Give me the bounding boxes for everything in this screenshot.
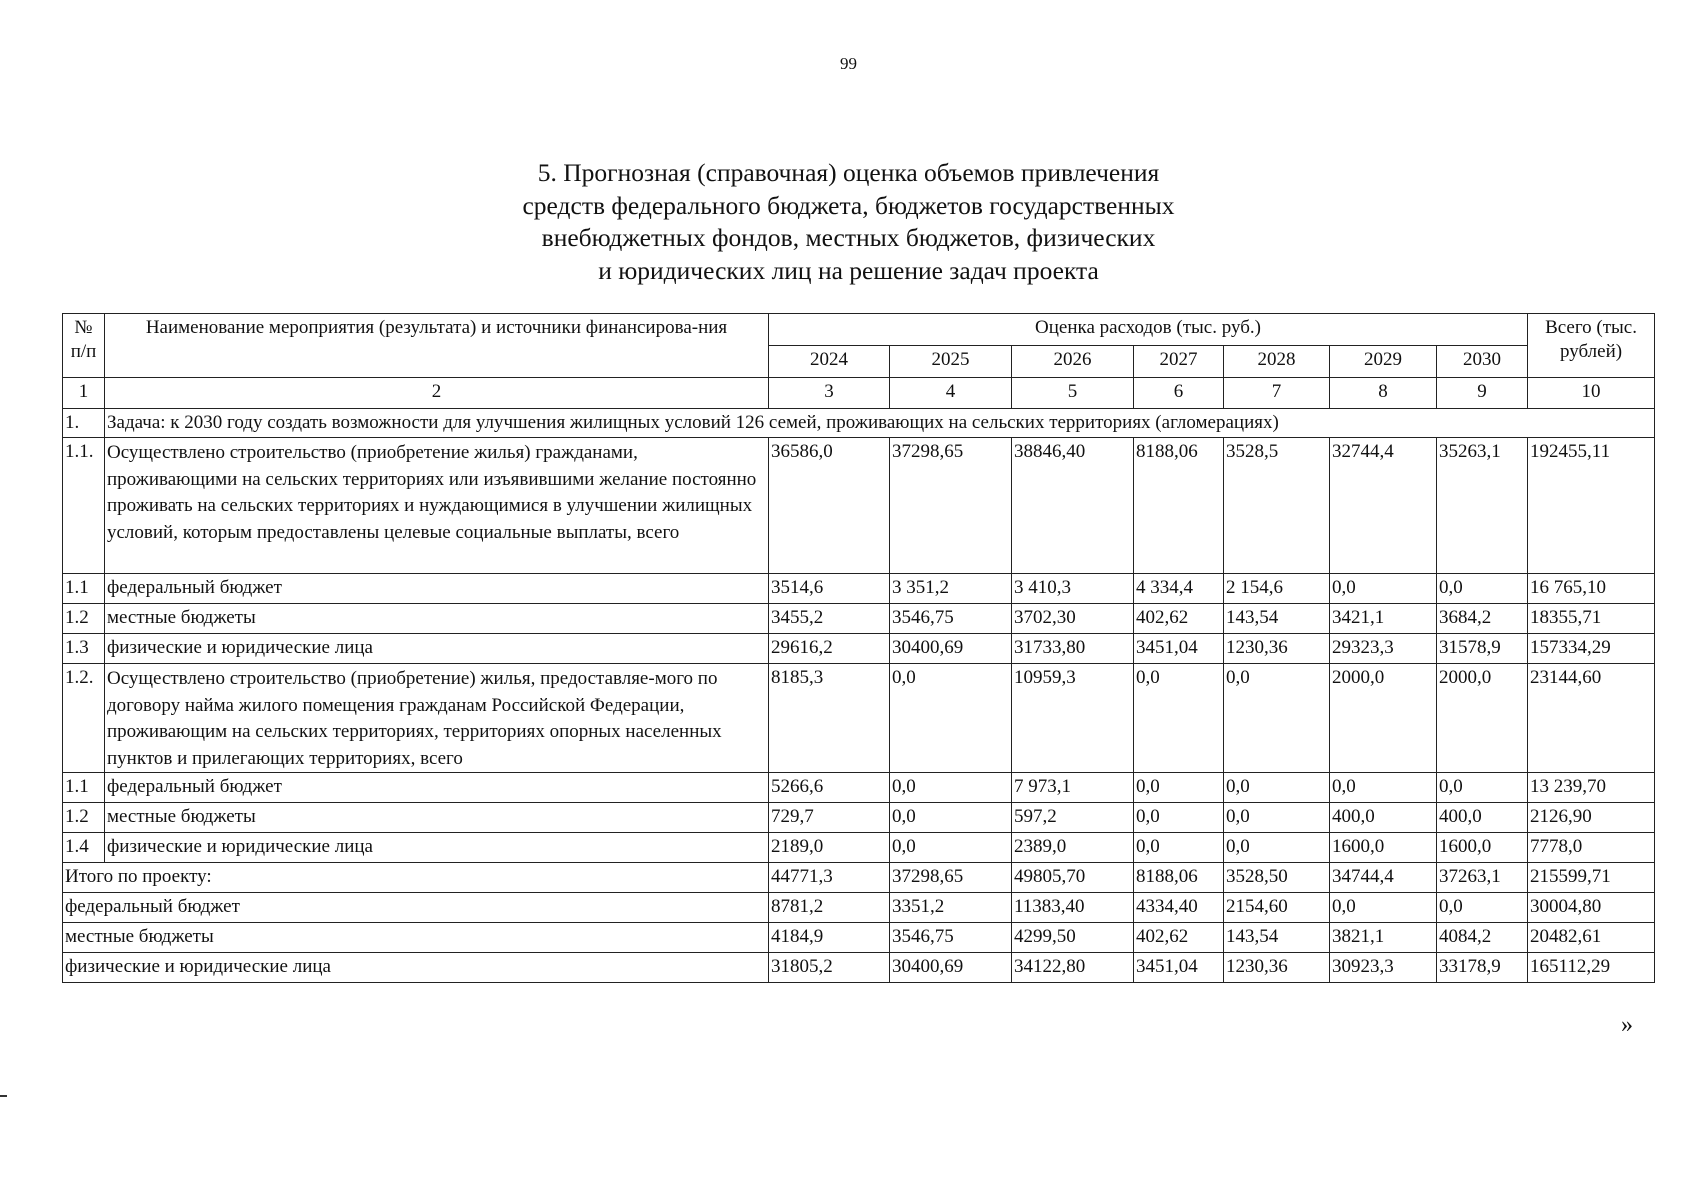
total-value: 34744,4 [1330, 863, 1437, 893]
col-number: 2 [105, 378, 769, 409]
table-row [63, 773, 1655, 803]
row-value: 2000,0 [1437, 664, 1528, 773]
title-line: 5. Прогнозная (справочная) оценка объемов привлечения [537, 158, 1160, 187]
row-value: 4 334,4 [1134, 574, 1224, 604]
total-value: 3546,75 [890, 923, 1012, 953]
total-value: 0,0 [1330, 893, 1437, 923]
row-value: 0,0 [890, 664, 1012, 773]
row-value: 7 973,1 [1012, 773, 1134, 803]
row-value: 3702,30 [1012, 604, 1134, 634]
row-value: 36586,0 [769, 438, 890, 574]
total-name: Итого по проекту: [63, 863, 769, 893]
total-value: 3528,50 [1224, 863, 1330, 893]
table-row [63, 438, 1655, 574]
total-value: 215599,71 [1528, 863, 1655, 893]
row-value: 2126,90 [1528, 803, 1655, 833]
col-number: 4 [890, 378, 1012, 409]
year-header: 2026 [1012, 346, 1134, 378]
row-value: 0,0 [1134, 664, 1224, 773]
row-number: 1.2. [63, 664, 105, 773]
row-value: 3514,6 [769, 574, 890, 604]
row-value: 3546,75 [890, 604, 1012, 634]
table-row [63, 833, 1655, 863]
row-value: 3421,1 [1330, 604, 1437, 634]
row-number: 1.2 [63, 803, 105, 833]
row-value: 8188,06 [1134, 438, 1224, 574]
total-value: 3821,1 [1330, 923, 1437, 953]
row-value: 0,0 [890, 773, 1012, 803]
total-value: 4334,40 [1134, 893, 1224, 923]
total-value: 165112,29 [1528, 953, 1655, 983]
row-value: 597,2 [1012, 803, 1134, 833]
row-value: 29323,3 [1330, 634, 1437, 664]
total-value: 4299,50 [1012, 923, 1134, 953]
row-value: 37298,65 [890, 438, 1012, 574]
row-value: 2389,0 [1012, 833, 1134, 863]
row-value: 18355,71 [1528, 604, 1655, 634]
row-value: 2000,0 [1330, 664, 1437, 773]
total-value: 1230,36 [1224, 953, 1330, 983]
col-number: 6 [1134, 378, 1224, 409]
header-total: Всего (тыс. рублей) [1528, 314, 1655, 378]
row-value: 400,0 [1330, 803, 1437, 833]
table-row [63, 803, 1655, 833]
row-value: 0,0 [1224, 664, 1330, 773]
header-estimate: Оценка расходов (тыс. руб.) [769, 314, 1528, 346]
total-value: 37263,1 [1437, 863, 1528, 893]
year-header: 2030 [1437, 346, 1528, 378]
row-value: 30400,69 [890, 634, 1012, 664]
table-row [63, 604, 1655, 634]
row-value: 7778,0 [1528, 833, 1655, 863]
closing-quote-mark: » [1621, 1012, 1633, 1038]
row-value: 32744,4 [1330, 438, 1437, 574]
col-number: 8 [1330, 378, 1437, 409]
col-number: 1 [63, 378, 105, 409]
row-value: 29616,2 [769, 634, 890, 664]
row-number: 1.1 [63, 574, 105, 604]
row-name: федеральный бюджет [105, 574, 769, 604]
row-name: местные бюджеты [105, 604, 769, 634]
header-num: № п/п [63, 314, 105, 378]
row-value: 3 410,3 [1012, 574, 1134, 604]
row-value: 400,0 [1437, 803, 1528, 833]
row-name: местные бюджеты [105, 803, 769, 833]
row-value: 3451,04 [1134, 634, 1224, 664]
table-row [63, 634, 1655, 664]
row-value: 0,0 [1330, 574, 1437, 604]
total-row [63, 893, 1655, 923]
total-value: 44771,3 [769, 863, 890, 893]
row-number: 1.4 [63, 833, 105, 863]
row-value: 31578,9 [1437, 634, 1528, 664]
row-value: 402,62 [1134, 604, 1224, 634]
row-value: 35263,1 [1437, 438, 1528, 574]
row-value: 38846,40 [1012, 438, 1134, 574]
row-value: 729,7 [769, 803, 890, 833]
row-value: 0,0 [1224, 803, 1330, 833]
total-value: 20482,61 [1528, 923, 1655, 953]
total-value: 2154,60 [1224, 893, 1330, 923]
total-value: 30923,3 [1330, 953, 1437, 983]
row-value: 0,0 [1224, 773, 1330, 803]
row-value: 3 351,2 [890, 574, 1012, 604]
total-value: 0,0 [1437, 893, 1528, 923]
task-num: 1. [63, 409, 105, 438]
row-value: 192455,11 [1528, 438, 1655, 574]
row-value: 5266,6 [769, 773, 890, 803]
row-number: 1.3 [63, 634, 105, 664]
total-row [63, 863, 1655, 893]
row-value: 31733,80 [1012, 634, 1134, 664]
total-value: 143,54 [1224, 923, 1330, 953]
row-value: 3684,2 [1437, 604, 1528, 634]
row-value: 0,0 [890, 803, 1012, 833]
row-value: 143,54 [1224, 604, 1330, 634]
total-value: 3351,2 [890, 893, 1012, 923]
row-name: Осуществлено строительство (приобретение жилья) гражданами, проживающими на сельских территориях или изъявившими желание постоянно проживать на сельских территориях и нуждающимися в улучшении жилищных условий, которым предоставлены целевые социальные выплаты, всего [105, 438, 769, 574]
total-value: 402,62 [1134, 923, 1224, 953]
total-value: 34122,80 [1012, 953, 1134, 983]
row-value: 0,0 [1134, 833, 1224, 863]
row-number: 1.2 [63, 604, 105, 634]
row-value: 0,0 [1437, 773, 1528, 803]
year-header: 2029 [1330, 346, 1437, 378]
total-value: 33178,9 [1437, 953, 1528, 983]
col-number: 7 [1224, 378, 1330, 409]
total-value: 3451,04 [1134, 953, 1224, 983]
col-number: 9 [1437, 378, 1528, 409]
total-value: 4184,9 [769, 923, 890, 953]
row-value: 0,0 [1134, 773, 1224, 803]
row-number: 1.1 [63, 773, 105, 803]
title-line: внебюджетных фондов, местных бюджетов, физических [541, 223, 1156, 252]
col-number: 3 [769, 378, 890, 409]
year-header: 2027 [1134, 346, 1224, 378]
total-value: 8188,06 [1134, 863, 1224, 893]
row-value: 157334,29 [1528, 634, 1655, 664]
row-name: федеральный бюджет [105, 773, 769, 803]
row-name: Осуществлено строительство (приобретение) жилья, предоставляе-мого по договору найма жилого помещения гражданам Российской Федерации, проживающим на сельских территориях, территориях опорных населенных пунктов и прилегающих территориях, всего [105, 664, 769, 773]
margin-tick [0, 1095, 7, 1097]
row-value: 3528,5 [1224, 438, 1330, 574]
row-number: 1.1. [63, 438, 105, 574]
year-header: 2025 [890, 346, 1012, 378]
year-header: 2028 [1224, 346, 1330, 378]
total-row [63, 923, 1655, 953]
row-value: 13 239,70 [1528, 773, 1655, 803]
total-value: 31805,2 [769, 953, 890, 983]
row-value: 0,0 [1224, 833, 1330, 863]
total-value: 4084,2 [1437, 923, 1528, 953]
total-value: 8781,2 [769, 893, 890, 923]
total-value: 11383,40 [1012, 893, 1134, 923]
total-value: 30400,69 [890, 953, 1012, 983]
total-value: 49805,70 [1012, 863, 1134, 893]
total-row [63, 953, 1655, 983]
row-value: 0,0 [890, 833, 1012, 863]
row-value: 3455,2 [769, 604, 890, 634]
header-name: Наименование мероприятия (результата) и источники финансирова-ния [105, 314, 769, 378]
row-name: физические и юридические лица [105, 833, 769, 863]
row-value: 0,0 [1134, 803, 1224, 833]
row-value: 8185,3 [769, 664, 890, 773]
page-number: 99 [840, 54, 857, 73]
row-value: 1600,0 [1330, 833, 1437, 863]
budget-table [62, 313, 1655, 983]
total-name: местные бюджеты [63, 923, 769, 953]
row-value: 1600,0 [1437, 833, 1528, 863]
row-value: 0,0 [1437, 574, 1528, 604]
row-value: 2 154,6 [1224, 574, 1330, 604]
row-name: физические и юридические лица [105, 634, 769, 664]
row-value: 16 765,10 [1528, 574, 1655, 604]
task-text: Задача: к 2030 году создать возможности для улучшения жилищных условий 126 семей, проживающих на сельских территориях (агломерациях) [105, 409, 1655, 438]
row-value: 23144,60 [1528, 664, 1655, 773]
table-row [63, 574, 1655, 604]
total-value: 30004,80 [1528, 893, 1655, 923]
row-value: 2189,0 [769, 833, 890, 863]
title-line: и юридических лиц на решение задач проекта [598, 255, 1099, 285]
year-header: 2024 [769, 346, 890, 378]
row-value: 1230,36 [1224, 634, 1330, 664]
col-number: 10 [1528, 378, 1655, 409]
table-row [63, 664, 1655, 773]
document-title [0, 157, 1697, 287]
total-value: 37298,65 [890, 863, 1012, 893]
col-number: 5 [1012, 378, 1134, 409]
row-value: 0,0 [1330, 773, 1437, 803]
total-name: физические и юридические лица [63, 953, 769, 983]
row-value: 10959,3 [1012, 664, 1134, 773]
title-line: средств федерального бюджета, бюджетов государственных [522, 190, 1175, 220]
total-name: федеральный бюджет [63, 893, 769, 923]
